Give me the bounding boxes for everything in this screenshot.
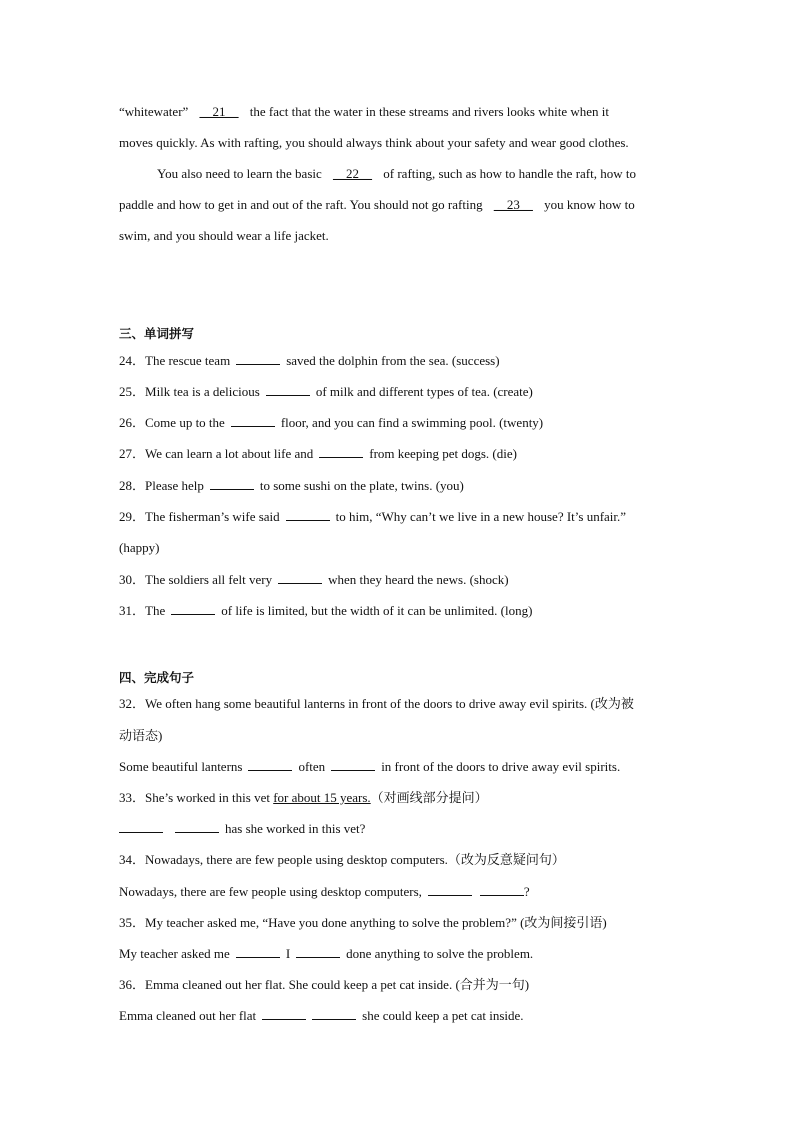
answer-text: Some beautiful lanterns (119, 759, 243, 774)
answer-35 (119, 945, 533, 963)
question-31 (119, 602, 532, 620)
passage-text: You also need to learn the basic (157, 166, 322, 181)
question-text: saved the dolphin from the sea. (success) (286, 353, 500, 368)
answer-blank[interactable] (236, 945, 280, 958)
question-text: She’s worked in this vet (145, 790, 270, 805)
question-26 (119, 414, 543, 432)
answer-34 (119, 883, 530, 901)
answer-text: done anything to solve the problem. (346, 946, 534, 961)
question-text: My teacher asked me, “Have you done anything to solve the problem?” (改为间接引语) (145, 915, 607, 930)
passage-text: “whitewater” (119, 104, 189, 119)
passage-text: moves quickly. As with rafting, you should always think about your safety and wear good clothes. (119, 135, 629, 150)
answer-text: Nowadays, there are few people using desktop computers, (119, 884, 422, 899)
question-32-cont: 动语态) (119, 728, 163, 743)
question-text: of milk and different types of tea. (create) (315, 384, 533, 399)
question-number: 27． (119, 446, 146, 461)
answer-blank[interactable] (236, 352, 280, 365)
question-text: Emma cleaned out her flat. She could keep a pet cat inside. (合并为一句) (145, 977, 530, 992)
passage-line-3 (157, 165, 636, 183)
question-29 (119, 508, 626, 526)
answer-text: Emma cleaned out her flat (119, 1008, 257, 1023)
answer-text: often (298, 759, 326, 774)
question-number: 29． (119, 509, 146, 524)
answer-text: My teacher asked me (119, 946, 230, 961)
answer-blank[interactable] (210, 477, 254, 490)
answer-blank[interactable] (262, 1007, 306, 1020)
question-number: 24． (119, 353, 146, 368)
question-instruction: （对画线部分提问） (370, 790, 488, 805)
passage-line-2 (119, 134, 629, 152)
question-number: 26． (119, 415, 146, 430)
answer-blank[interactable] (296, 945, 340, 958)
question-number: 34． (119, 852, 146, 867)
question-text: from keeping pet dogs. (die) (369, 446, 517, 461)
section-4-title: 四、完成句子 (119, 670, 195, 685)
answer-blank[interactable] (266, 383, 310, 396)
question-number: 33． (119, 790, 146, 805)
question-text: Nowadays, there are few people using desktop computers.（改为反意疑问句） (145, 852, 565, 867)
answer-32 (119, 758, 620, 776)
question-36 (119, 976, 529, 994)
question-24 (119, 352, 500, 370)
question-text: The rescue team (145, 353, 231, 368)
passage-text: of rafting, such as how to handle the raft, how to (383, 166, 636, 181)
passage-line-5 (119, 227, 329, 245)
passage-text: swim, and you should wear a life jacket. (119, 228, 329, 243)
answer-text: has she worked in this vet? (225, 821, 366, 836)
question-number: 36． (119, 977, 146, 992)
blank-22[interactable]: __22__ (333, 166, 373, 181)
question-number: 35． (119, 915, 146, 930)
answer-36 (119, 1007, 524, 1025)
answer-blank[interactable] (231, 414, 275, 427)
question-number: 32． (119, 696, 146, 711)
question-text: floor, and you can find a swimming pool. (twenty) (280, 415, 544, 430)
question-33 (119, 789, 488, 807)
answer-text: ? (523, 884, 530, 899)
question-text: to him, “Why can’t we live in a new house? It’s unfair.” (335, 509, 627, 524)
answer-blank[interactable] (331, 758, 375, 771)
question-text: We can learn a lot about life and (145, 446, 314, 461)
answer-blank[interactable] (312, 1007, 356, 1020)
question-28 (119, 477, 464, 495)
question-text: The fisherman’s wife said (145, 509, 280, 524)
question-text: when they heard the news. (shock) (328, 572, 509, 587)
question-29-hint: (happy) (119, 540, 160, 555)
answer-blank[interactable] (119, 820, 163, 833)
blank-21[interactable]: __21__ (199, 104, 239, 119)
question-text: We often hang some beautiful lanterns in front of the doors to drive away evil spirits. (改为被 (145, 696, 634, 711)
answer-33 (119, 820, 365, 838)
question-35 (119, 914, 607, 932)
question-27 (119, 445, 517, 463)
question-number: 30． (119, 572, 146, 587)
question-text: Milk tea is a delicious (145, 384, 260, 399)
question-text: Please help (145, 478, 204, 493)
answer-text: she could keep a pet cat inside. (362, 1008, 524, 1023)
question-number: 28． (119, 478, 146, 493)
passage-text: the fact that the water in these streams and rivers looks white when it (249, 104, 609, 119)
passage-text: you know how to (544, 197, 635, 212)
underlined-phrase: for about 15 years. (273, 790, 371, 805)
question-number: 25． (119, 384, 146, 399)
passage-line-1 (119, 103, 609, 121)
question-30 (119, 571, 509, 589)
answer-text: I (285, 946, 291, 961)
answer-blank[interactable] (248, 758, 292, 771)
passage-line-4 (119, 196, 635, 214)
question-text: The soldiers all felt very (145, 572, 273, 587)
question-32 (119, 695, 634, 713)
answer-blank[interactable] (480, 883, 524, 896)
answer-blank[interactable] (171, 602, 215, 615)
question-text: of life is limited, but the width of it can be unlimited. (long) (221, 603, 533, 618)
section-3-title: 三、单词拼写 (119, 326, 195, 341)
question-text: The (145, 603, 166, 618)
answer-blank[interactable] (319, 445, 363, 458)
answer-blank[interactable] (428, 883, 472, 896)
question-25 (119, 383, 533, 401)
question-text: Come up to the (145, 415, 225, 430)
answer-text: in front of the doors to drive away evil spirits. (381, 759, 621, 774)
answer-blank[interactable] (286, 508, 330, 521)
question-34 (119, 851, 565, 869)
question-text: to some sushi on the plate, twins. (you) (259, 478, 464, 493)
answer-blank[interactable] (278, 571, 322, 584)
passage-text: paddle and how to get in and out of the raft. You should not go rafting (119, 197, 483, 212)
question-number: 31． (119, 603, 146, 618)
answer-blank[interactable] (175, 820, 219, 833)
blank-23[interactable]: __23__ (493, 197, 533, 212)
